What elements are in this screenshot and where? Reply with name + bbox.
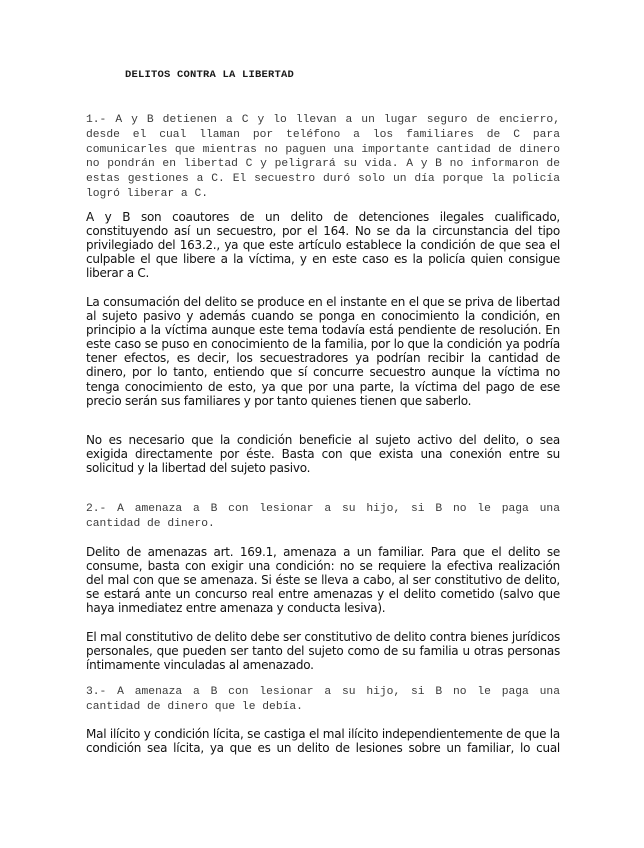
case-3-answer-paragraph-1: Mal ilícito y condición lícita, se castiga el mal ilícito independientemente de que la condición sea lícita, ya que es un delito de lesiones sobre un familiar, lo cual: [86, 727, 560, 756]
case-2-answer-paragraph-1: Delito de amenazas art. 169.1, amenaza a un familiar. Para que el delito se consume, basta con exigir una condición: no se requiere la efectiva realización del mal con que se amenaza. Si éste se lleva a cabo, al ser constitutivo de delito, se estará ante un concurso real entre amenazas y el delito cometido (salvo que haya inmediatez entre amenaza y conducta lesiva).: [86, 545, 560, 616]
case-1-answer-paragraph-3: No es necesario que la condición beneficie al sujeto activo del delito, o sea exigida directamente por éste. Basta con que exista una conexión entre su solicitud y la libertad del sujeto pasivo.: [86, 433, 560, 476]
case-2-statement: 2.- A amenaza a B con lesionar a su hijo, si B no le paga una cantidad de dinero.: [86, 503, 560, 530]
document-title: DELITOS CONTRA LA LIBERTAD: [125, 69, 295, 81]
case-2-answer-paragraph-2: El mal constitutivo de delito debe ser constitutivo de delito contra bienes jurídicos personales, que pueden ser tanto del sujeto como de su familia u otras personas íntimamente vinculadas al amenazado.: [86, 630, 560, 673]
case-1-statement: 1.- A y B detienen a C y lo llevan a un lugar seguro de encierro, desde el cual llaman por teléfono a los familiares de C para comunicarles que mientras no paguen una importante cantidad de dinero no pondrán en libertad C y peligrará su vida. A y B no informaron de estas gestiones a C. El secuestro duró solo un día porque la policía logró liberar a C.: [86, 114, 560, 200]
case-1-answer-paragraph-1: A y B son coautores de un delito de detenciones ilegales cualificado, constituyendo así un secuestro, por el 164. No se da la circunstancia del tipo privilegiado del 163.2., ya que este artículo establece la condición de que sea el culpable el que libere a la víctima, y en este caso es la policía quien consigue liberar a C.: [86, 210, 560, 281]
case-1-answer-paragraph-2: La consumación del delito se produce en el instante en el que se priva de libertad al sujeto pasivo y además cuando se ponga en conocimiento la condición, en principio a la víctima aunque este tema todavía está pendiente de resolución. En este caso se puso en conocimiento de la familia, por lo que la condición ya podría tener efectos, es decir, los secuestradores ya podrían recibir la cantidad de dinero, por lo tanto, entiendo que sí concurre secuestro aunque la víctima no tenga conocimiento de esto, ya que por una parte, la víctima del pago de ese precio serán sus familiares y por tanto quienes tienen que saberlo.: [86, 295, 560, 408]
case-3-statement: 3.- A amenaza a B con lesionar a su hijo, si B no le paga una cantidad de dinero que le debía.: [86, 686, 560, 713]
